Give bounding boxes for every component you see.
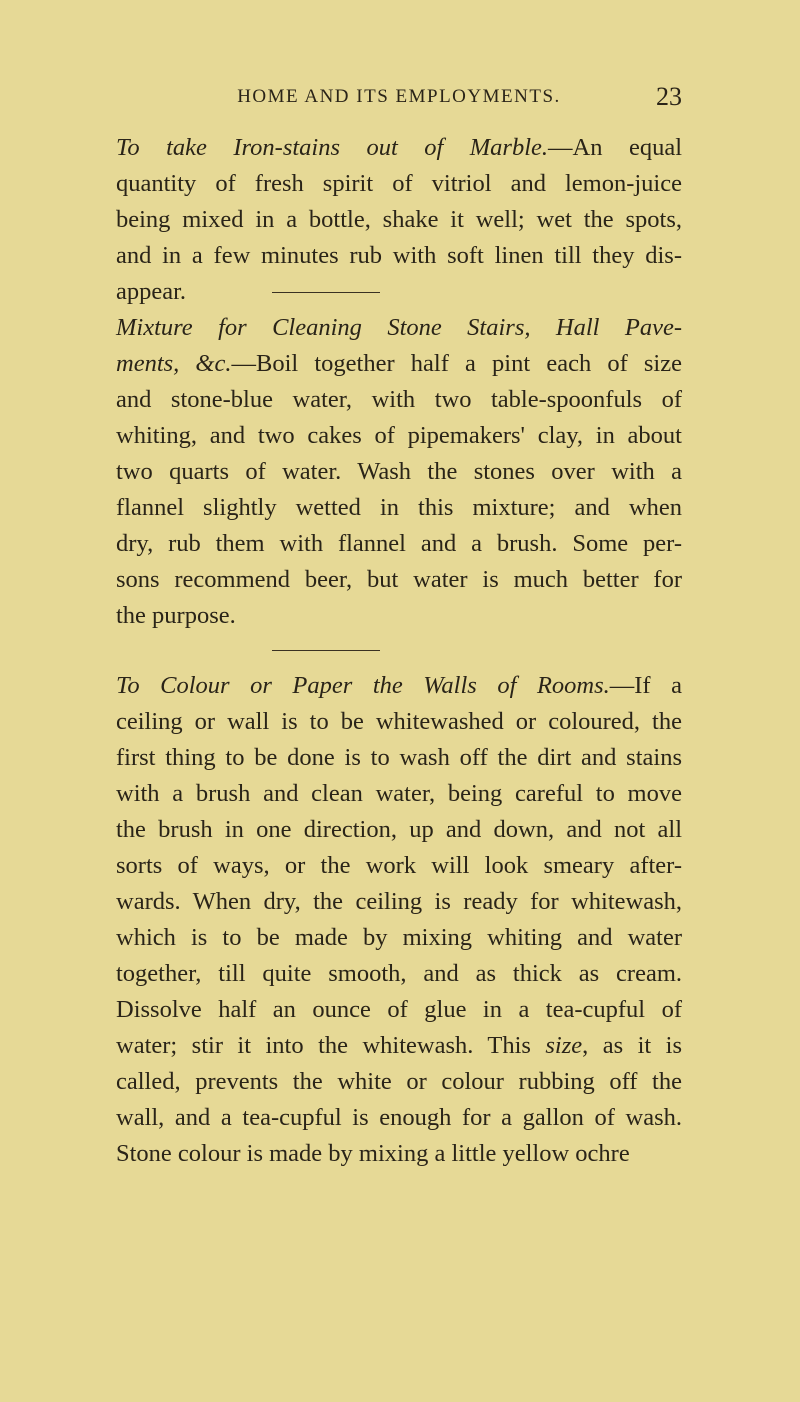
text-segment: , as it is	[582, 1032, 682, 1059]
italic-text: To take Iron-stains out of Marble.	[116, 134, 549, 161]
text-line	[116, 238, 682, 274]
text-segment: being mixed in a bottle, shake it well; wet the spots,	[116, 206, 682, 233]
text-line	[116, 202, 682, 238]
text-segment: the purpose.	[116, 602, 236, 629]
text-line	[116, 1136, 682, 1172]
text-segment: first thing to be done is to wash off the dirt and stains	[116, 744, 682, 771]
text-line	[116, 884, 682, 920]
text-line	[116, 346, 682, 382]
text-line	[116, 274, 682, 310]
text-segment: water; stir it into the whitewash. This	[116, 1032, 546, 1059]
running-title: HOME AND ITS EMPLOYMENTS.	[237, 86, 561, 107]
text-line	[116, 1100, 682, 1136]
text-line	[116, 920, 682, 956]
paragraph-iron-stains	[116, 130, 682, 310]
text-line	[116, 1064, 682, 1100]
text-segment: dry, rub them with flannel and a brush. Some per-	[116, 530, 682, 557]
text-segment: flannel slightly wetted in this mixture; and when	[116, 494, 682, 521]
text-segment: called, prevents the white or colour rubbing off the	[116, 1068, 682, 1095]
text-segment: wall, and a tea-cupful is enough for a gallon of wash.	[116, 1104, 682, 1131]
text-line	[116, 992, 682, 1028]
paragraph-colour-walls	[116, 668, 682, 1172]
italic-text: Mixture for Cleaning Stone Stairs, Hall Pave-	[116, 314, 682, 341]
text-segment: with a brush and clean water, being careful to move	[116, 780, 682, 807]
text-line	[116, 848, 682, 884]
text-segment: whiting, and two cakes of pipemakers' clay, in about	[116, 422, 682, 449]
section-divider	[272, 292, 380, 293]
text-segment: the brush in one direction, up and down, and not all	[116, 816, 682, 843]
text-line	[116, 310, 682, 346]
text-line	[116, 1028, 682, 1064]
text-segment: together, till quite smooth, and as thick as cream.	[116, 960, 682, 987]
text-segment: appear.	[116, 278, 187, 305]
text-segment: which is to be made by mixing whiting and water	[116, 924, 682, 951]
text-line	[116, 526, 682, 562]
text-line	[116, 740, 682, 776]
text-segment: —If a	[609, 672, 682, 699]
section-divider	[272, 650, 380, 651]
text-line	[116, 668, 682, 704]
text-segment: —An equal	[548, 134, 683, 161]
italic-text: To Colour or Paper the Walls of Rooms.	[116, 672, 610, 699]
text-segment: Dissolve half an ounce of glue in a tea-cupful of	[116, 996, 682, 1023]
text-segment: two quarts of water. Wash the stones over with a	[116, 458, 682, 485]
text-segment: sons recommend beer, but water is much better for	[116, 566, 682, 593]
page-header	[116, 84, 682, 112]
paragraph-stone-stairs	[116, 310, 682, 634]
text-line	[116, 382, 682, 418]
text-segment: —Boil together half a pint each of size	[231, 350, 682, 377]
text-segment: ceiling or wall is to be whitewashed or coloured, the	[116, 708, 682, 735]
text-segment: wards. When dry, the ceiling is ready for whitewash,	[116, 888, 682, 915]
page-number: 23	[656, 82, 682, 111]
text-segment: Stone colour is made by mixing a little yellow ochre	[116, 1140, 630, 1167]
italic-text: ments, &c.	[116, 350, 232, 377]
text-line	[116, 812, 682, 848]
text-line	[116, 704, 682, 740]
text-segment: and stone-blue water, with two table-spoonfuls of	[116, 386, 682, 413]
text-line	[116, 418, 682, 454]
text-line	[116, 166, 682, 202]
text-segment: sorts of ways, or the work will look smeary after-	[116, 852, 682, 879]
text-segment: quantity of fresh spirit of vitriol and lemon-juice	[116, 170, 682, 197]
italic-text: size	[545, 1032, 583, 1059]
text-line	[116, 956, 682, 992]
text-line	[116, 562, 682, 598]
text-line	[116, 776, 682, 812]
text-line	[116, 454, 682, 490]
text-line	[116, 130, 682, 166]
text-line	[116, 598, 682, 634]
text-line	[116, 490, 682, 526]
text-segment: and in a few minutes rub with soft linen till they dis-	[116, 242, 682, 269]
